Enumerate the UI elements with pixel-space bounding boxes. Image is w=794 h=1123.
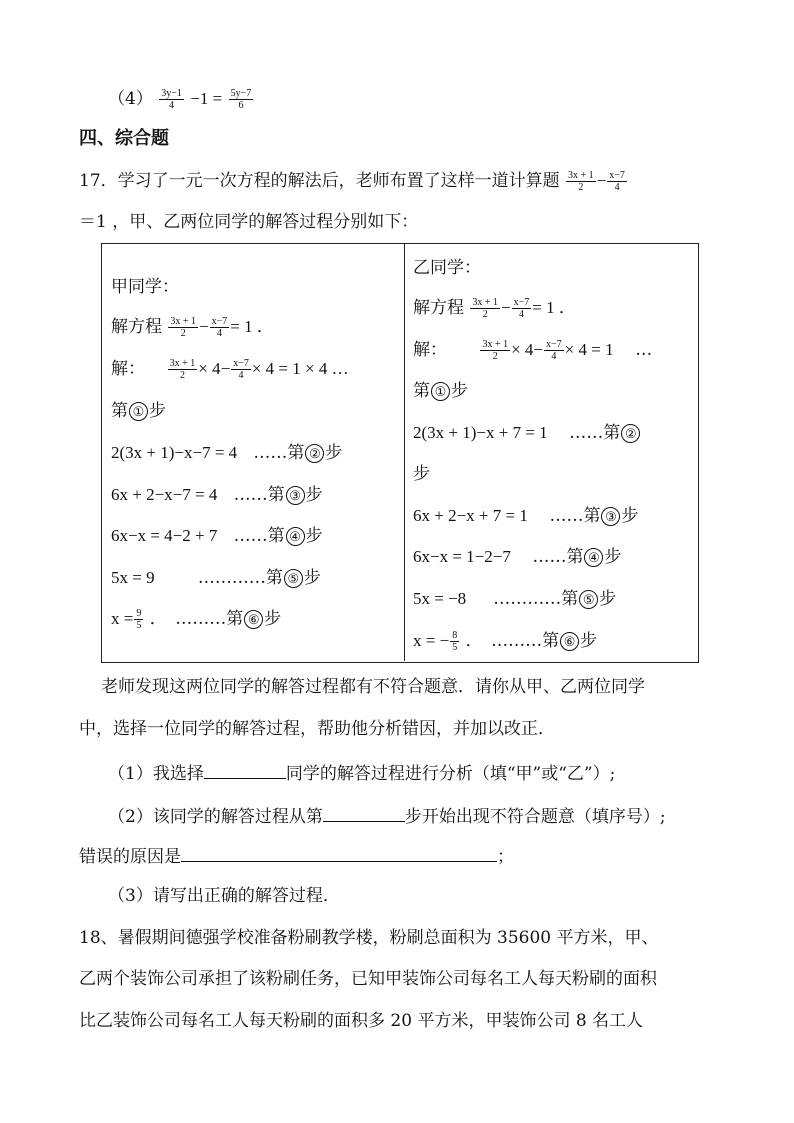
- q17-sub2: （2）该同学的解答过程从第 步开始出现不符合题意（填序号）;: [108, 803, 666, 828]
- q18-line1: 18、暑假期间德强学校准备粉刷教学楼，粉刷总面积为 35600 平方米，甲、: [79, 928, 659, 948]
- jia-step2: 2(3x + 1)−x−7 = 4 ……第 ② 步: [111, 443, 343, 463]
- q-prev-label: （4）: [108, 89, 153, 109]
- yi-step3: 6x + 2−x + 7 = 1 ……第 ③ 步: [413, 506, 639, 526]
- q17-sub2-reason: 错误的原因是 ；: [79, 843, 514, 868]
- yi-step4: 6x−x = 1−2−7 ……第 ④ 步: [413, 547, 622, 567]
- q17-line1: 17．学习了一元一次方程的解法后，老师布置了这样一道计算题 $\frac{3x + 1}{2}$ − $\frac{x-7}{4}$: [79, 170, 625, 193]
- yi-step5: 5x = −8 …………第 ⑤ 步: [413, 589, 617, 609]
- yi-step2-bu: 步: [413, 464, 430, 484]
- q17-sub1: （1）我选择 同学的解答过程进行分析（填“甲”或“乙”）;: [108, 760, 615, 785]
- sub2-blank[interactable]: [323, 803, 405, 822]
- q-prev-fraction-2: $\frac{5y-7}{6}$: [230, 88, 252, 111]
- yi-step2: 2(3x + 1)−x + 7 = 1 ……第 ②: [413, 422, 641, 444]
- yi-equation: 解方程 $\frac{3x + 1}{2}$ − $\frac{x-7}{4}$ = 1 ．: [413, 297, 576, 320]
- jia-step3: 6x + 2−x−7 = 4 ……第 ③ 步: [111, 485, 323, 505]
- jia-equation: 解方程 $\frac{3x + 1}{2}$ − $\frac{x-7}{4}$ = 1 ．: [111, 316, 274, 339]
- yi-step6: x = − $\frac{8}{5}$ ． ………第 ⑥ 步: [413, 630, 598, 653]
- yi-step1: 解： $\frac{3x + 1}{2}$ × 4− $\frac{x-7}{4}$ × 4 = 1 …: [413, 339, 653, 362]
- q18-line2: 乙两个装饰公司承担了该粉刷任务，已知甲装饰公司每名工人每天粉刷的面积: [79, 969, 657, 989]
- q17-para-2: 中，选择一位同学的解答过程，帮助他分析错因，并加以改正．: [79, 719, 555, 739]
- jia-step1-label: 第 ① 步: [111, 401, 166, 421]
- q-prev-middle: −1 =: [190, 89, 223, 108]
- q17-line2: ＝1 ，甲、乙两位同学的解答过程分别如下：: [79, 212, 419, 232]
- q17-para-1: 老师发现这两位同学的解答过程都有不符合题意．请你从甲、乙两位同学: [101, 677, 645, 697]
- yi-step1-label: 第 ① 步: [413, 381, 468, 401]
- jia-step6: x = $\frac{9}{5}$ ． ………第 ⑥ 步: [111, 608, 282, 631]
- jia-step1: 解： $\frac{3x + 1}{2}$ × 4− $\frac{x-7}{4}$ × 4 = 1 × 4 …: [111, 358, 349, 381]
- reason-blank[interactable]: [181, 843, 497, 862]
- q17-fraction-2: $\frac{x-7}{4}$: [609, 170, 625, 193]
- q-prev-fraction-1: $\frac{3y-1}{4}$: [161, 88, 182, 111]
- jia-step5: 5x = 9 …………第 ⑤ 步: [111, 568, 321, 588]
- yi-title: 乙同学：: [413, 258, 481, 278]
- table-divider: [404, 243, 405, 661]
- q17-sub3: （3）请写出正确的解答过程．: [108, 886, 340, 906]
- section-title: 四、综合题: [79, 128, 169, 149]
- q18-line3: 比乙装饰公司每名工人每天粉刷的面积多 20 平方米，甲装饰公司 8 名工人: [79, 1011, 644, 1031]
- jia-step4: 6x−x = 4−2 + 7 ……第 ④ 步: [111, 526, 323, 546]
- q17-fraction-1: $\frac{3x + 1}{2}$: [568, 170, 594, 193]
- sub1-blank[interactable]: [204, 760, 286, 779]
- q-prev-equation: [108, 88, 254, 111]
- jia-title: 甲同学：: [111, 277, 179, 297]
